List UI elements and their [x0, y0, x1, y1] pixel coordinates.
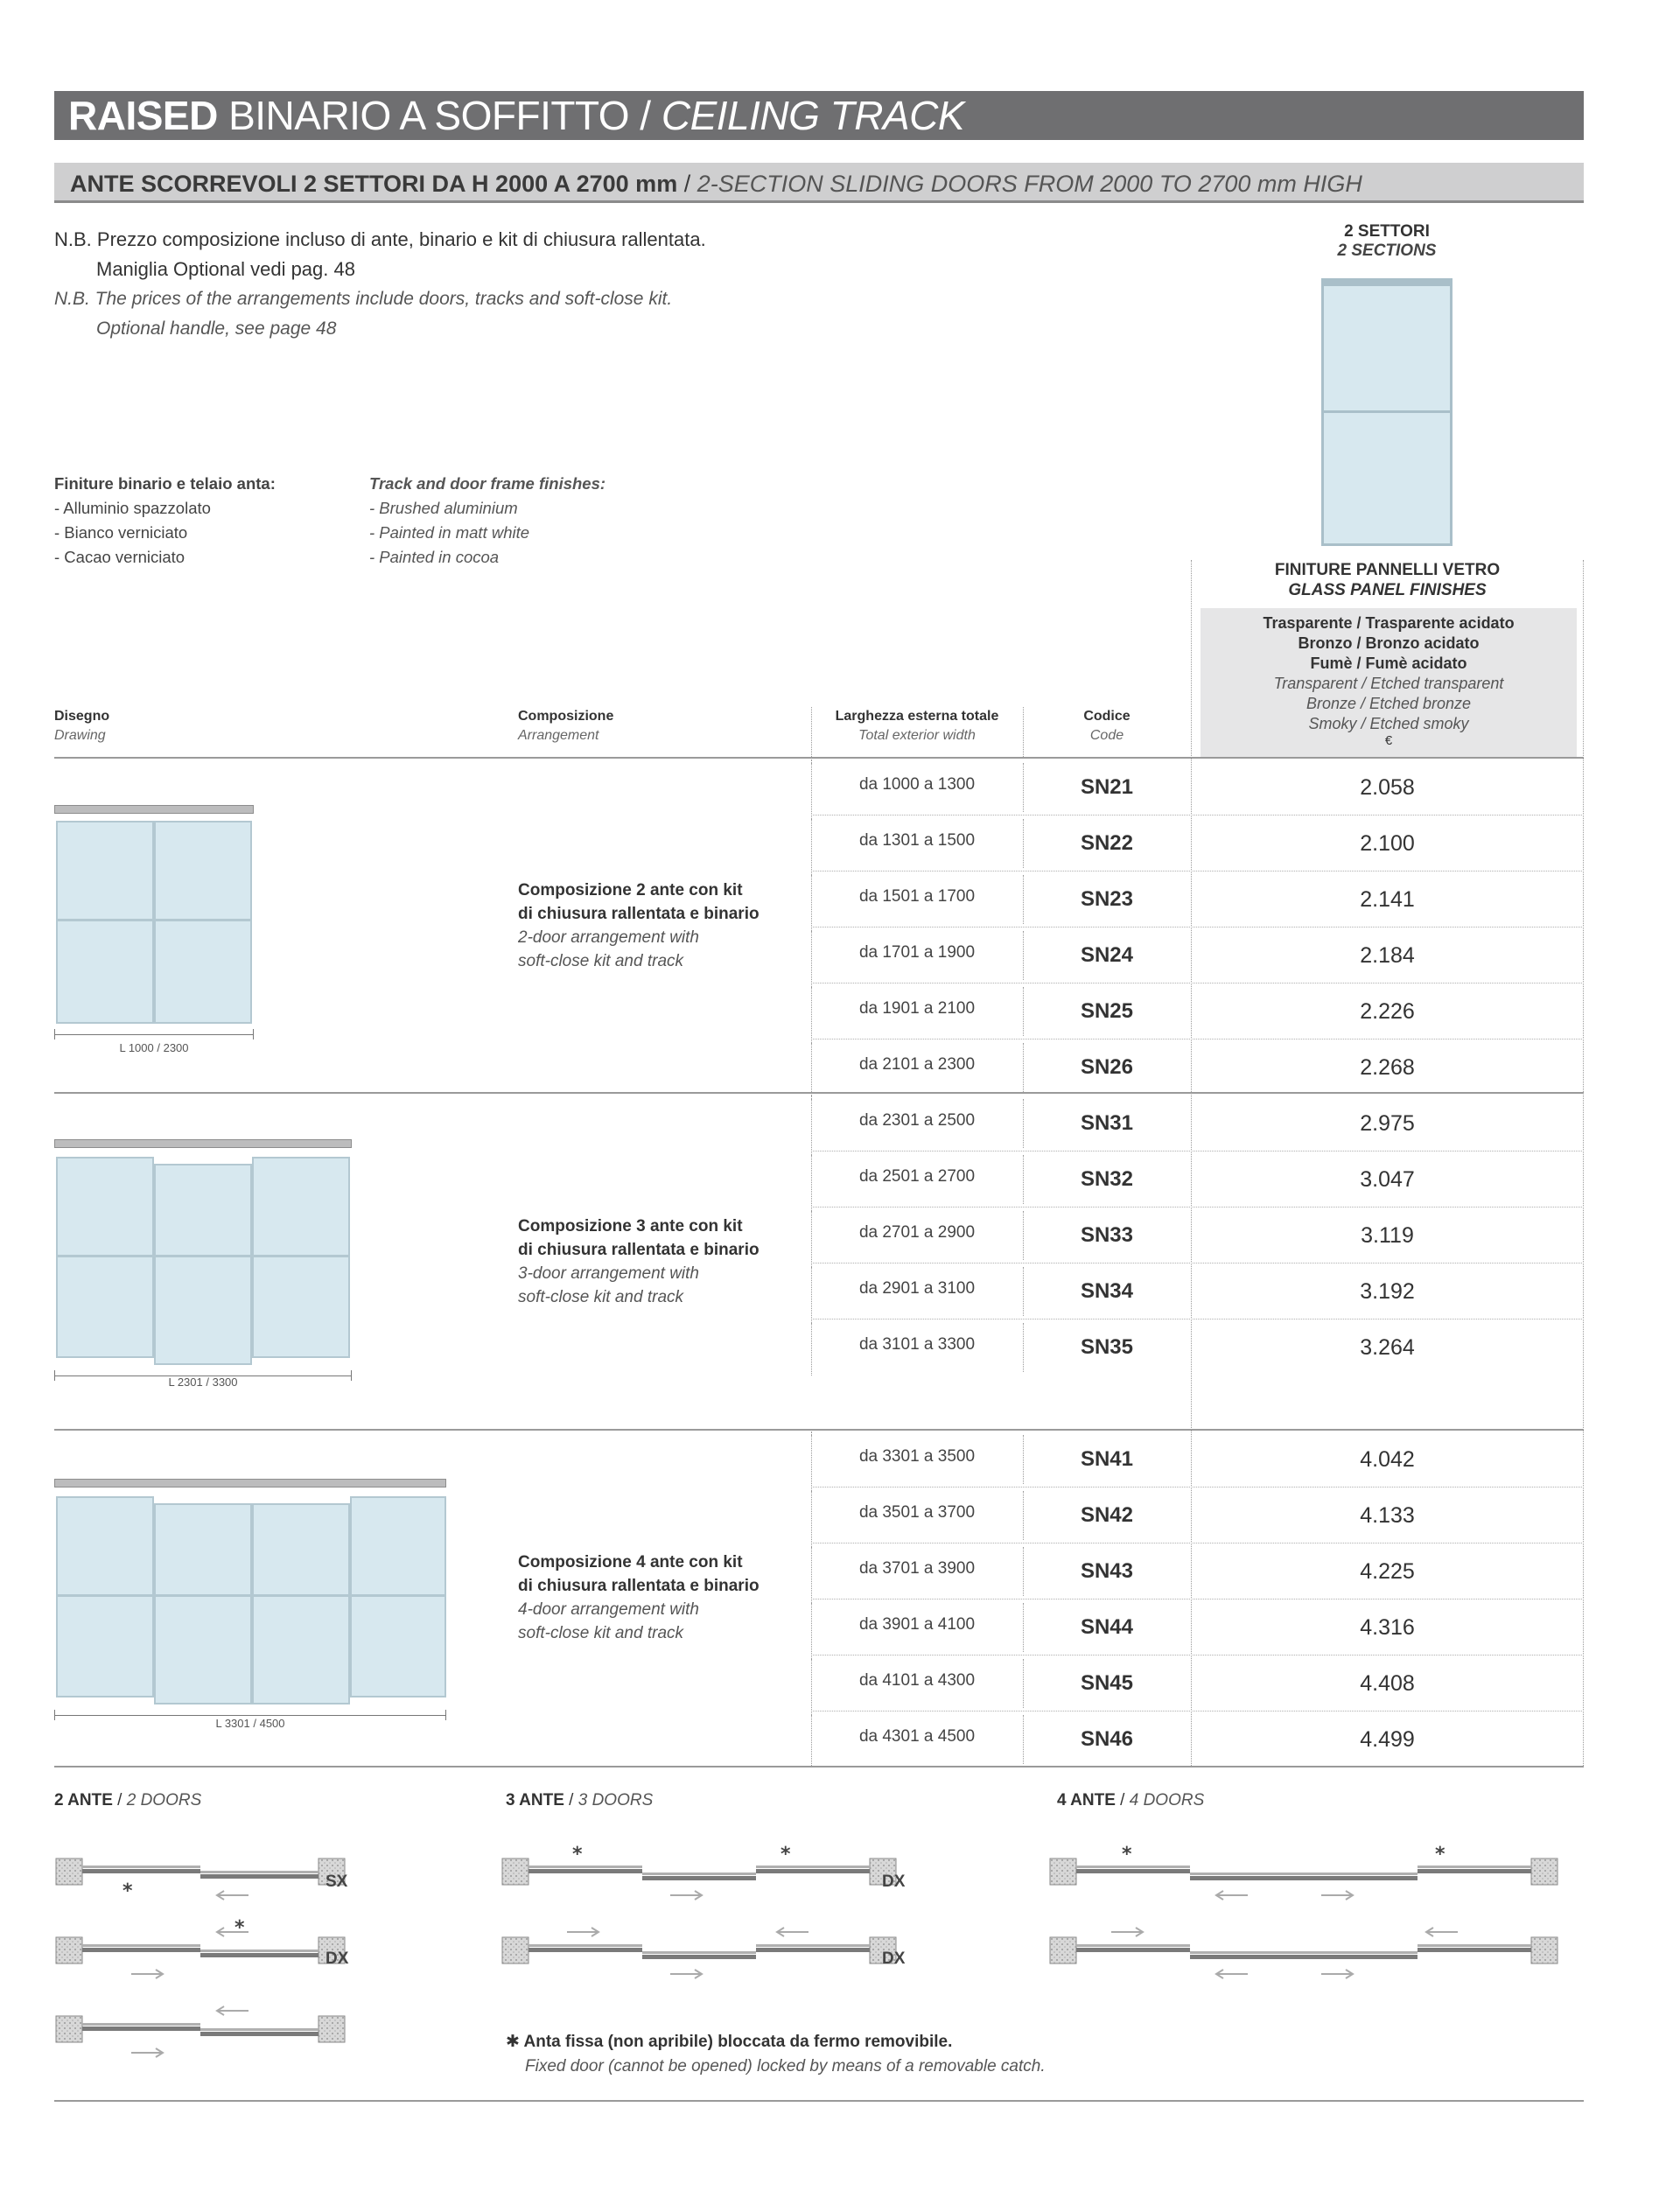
product-code: SN42 [1080, 1503, 1134, 1527]
glass-finish-line-en: Bronze / Etched bronze [1306, 695, 1472, 712]
product-code: SN25 [1080, 999, 1134, 1023]
glass-finish-line: Fumè / Fumè acidato [1310, 654, 1467, 672]
product-code: SN45 [1080, 1671, 1134, 1695]
glass-finishes-box [1200, 608, 1577, 757]
product-code: SN23 [1080, 887, 1134, 911]
product-code: SN34 [1080, 1279, 1134, 1303]
width-range: da 1901 a 2100 [858, 999, 976, 1018]
price: 2.184 [1360, 943, 1415, 968]
door-leaf [1304, 1955, 1418, 1959]
wall [1050, 1937, 1076, 1964]
price: 4.225 [1360, 1559, 1415, 1584]
asterisk-icon: * [234, 1917, 245, 1939]
label-dx: DX [326, 1950, 349, 1968]
arrangement-4-doors: Composizione 4 ante con kit di chiusura rallentata e binario 4-door arrangement with soft-close kit and track [518, 1553, 760, 1642]
price: 2.975 [1360, 1111, 1415, 1136]
legend-3-doors-title: 3 ANTE / 3 DOORS [506, 1791, 654, 1810]
finish-item: - Alluminio spazzolato [54, 499, 211, 517]
wall [502, 1858, 528, 1885]
legend-4-doors-title: 4 ANTE / 4 DOORS [1057, 1791, 1205, 1810]
door-leaf [528, 1869, 642, 1873]
door-leaf [756, 1866, 870, 1868]
product-code: SN33 [1080, 1223, 1134, 1247]
price: 3.047 [1360, 1167, 1415, 1192]
wall [56, 1937, 82, 1964]
glass-finishes-header [1191, 560, 1584, 600]
asterisk-icon: * [780, 1844, 791, 1866]
finishes-it [54, 472, 276, 570]
section-header [54, 163, 1584, 203]
price: 2.100 [1360, 831, 1415, 856]
door-leaf [1076, 1948, 1190, 1952]
nb-it-line1: N.B. Prezzo composizione incluso di ante, binario e kit di chiusura rallentata. [54, 228, 706, 250]
width-range: da 1501 a 1700 [858, 887, 976, 906]
legend-2-doors-title: 2 ANTE / 2 DOORS [54, 1791, 202, 1810]
price: 4.408 [1360, 1671, 1415, 1696]
product-code: SN22 [1080, 831, 1134, 855]
price: 4.499 [1360, 1727, 1415, 1752]
door-leaf [642, 1951, 756, 1954]
door-leaf [82, 1866, 200, 1868]
wall [502, 1937, 528, 1964]
finishes-en [369, 472, 606, 570]
price: 3.119 [1361, 1223, 1414, 1248]
drawing-4-doors [54, 1479, 446, 1724]
door-leaf [528, 1866, 642, 1868]
finishes-it-title: Finiture binario e telaio anta: [54, 474, 276, 493]
asterisk-icon: ✱ [506, 2033, 520, 2051]
nb-it-line2: Maniglia Optional vedi pag. 48 [96, 258, 355, 280]
door-leaf [756, 1948, 870, 1952]
drawing-3-doors [54, 1139, 352, 1384]
width-range: da 2301 a 2500 [858, 1111, 976, 1130]
label-sx: SX [326, 1872, 348, 1891]
section-door-illustration [1321, 278, 1452, 546]
col-arrangement: Composizione Arrangement [518, 709, 614, 743]
door-leaf [1418, 1866, 1531, 1868]
col-width: Larghezza esterna totale Total exterior width [835, 709, 999, 743]
product-code: SN26 [1080, 1055, 1134, 1079]
door-leaf [200, 2028, 318, 2031]
glass-finish-line: Trasparente / Trasparente acidato [1263, 614, 1515, 632]
label-dx: DX [882, 1872, 906, 1891]
arrangement-3-doors: Composizione 3 ante con kit di chiusura rallentata e binario 3-door arrangement with soft-close kit and track [518, 1217, 760, 1306]
dimension-label: L 3301 / 4500 [215, 1717, 285, 1730]
product-code: SN41 [1080, 1447, 1134, 1471]
door-leaf [82, 1944, 200, 1947]
nb-en-line2: Optional handle, see page 48 [96, 318, 337, 339]
product-code: SN35 [1080, 1335, 1134, 1359]
product-code: SN46 [1080, 1727, 1134, 1751]
door-leaf [1076, 1869, 1190, 1873]
glass-title: FINITURE PANNELLI VETRO [1274, 561, 1501, 579]
sections-subtitle: 2 SECTIONS [1337, 242, 1437, 260]
drawing-2-doors [54, 805, 254, 1043]
asterisk-icon: * [572, 1844, 583, 1866]
width-range: da 1000 a 1300 [858, 775, 976, 794]
finish-item: - Brushed aluminium [369, 499, 518, 517]
arrangement-2-doors: Composizione 2 ante con kit di chiusura rallentata e binario 2-door arrangement with soft-close kit and track [518, 881, 760, 970]
wall [1050, 1858, 1076, 1885]
door-leaf [82, 1948, 200, 1952]
price: 4.316 [1360, 1615, 1415, 1640]
price: 2.226 [1360, 999, 1415, 1024]
finish-item: - Cacao verniciato [54, 548, 186, 566]
wall [56, 2016, 82, 2042]
width-range: da 2701 a 2900 [858, 1223, 976, 1242]
asterisk-icon: * [122, 1880, 133, 1902]
door-leaf [82, 2026, 200, 2031]
door-leaf [200, 1871, 318, 1873]
door-leaf [528, 1948, 642, 1952]
price: 4.133 [1360, 1503, 1415, 1528]
col-code: Codice Code [1083, 709, 1130, 743]
door-leaf [1190, 1951, 1304, 1954]
price: 4.042 [1360, 1447, 1415, 1472]
width-range: da 2901 a 3100 [858, 1279, 976, 1298]
door-leaf [1190, 1872, 1304, 1875]
width-range: da 3701 a 3900 [858, 1559, 976, 1578]
door-leaf [200, 1874, 318, 1879]
width-range: da 3901 a 4100 [858, 1615, 976, 1634]
door-leaf [1304, 1876, 1418, 1880]
door-leaf [642, 1955, 756, 1959]
finish-item: - Bianco verniciato [54, 523, 188, 542]
door-leaf [1304, 1872, 1418, 1875]
door-leaf [528, 1944, 642, 1947]
col-drawing: Disegno Drawing [54, 709, 110, 743]
dimension-label: L 1000 / 2300 [119, 1041, 189, 1054]
glass-finish-line: Bronzo / Bronzo acidato [1298, 634, 1480, 652]
wall [56, 1858, 82, 1885]
glass-subtitle: GLASS PANEL FINISHES [1288, 581, 1487, 599]
door-leaf [1076, 1944, 1190, 1947]
glass-finish-line-en: Smoky / Etched smoky [1308, 715, 1469, 732]
product-code: SN32 [1080, 1167, 1134, 1191]
width-range: da 2501 a 2700 [858, 1167, 976, 1186]
door-leaf [82, 2023, 200, 2026]
price: 2.268 [1360, 1055, 1415, 1080]
sections-title: 2 SETTORI [1344, 222, 1430, 241]
asterisk-icon: * [1122, 1844, 1132, 1866]
finishes-en-title: Track and door frame finishes: [369, 474, 606, 493]
price: 2.058 [1360, 775, 1415, 800]
product-code: SN44 [1080, 1615, 1134, 1639]
width-range: da 1301 a 1500 [858, 831, 976, 850]
price: 2.141 [1360, 887, 1415, 912]
door-leaf [82, 1869, 200, 1873]
width-range: da 4101 a 4300 [858, 1671, 976, 1690]
nb-en-line1: N.B. The prices of the arrangements include doors, tracks and soft-close kit. [54, 289, 673, 309]
wall [1531, 1858, 1558, 1885]
door-leaf [1418, 1869, 1531, 1873]
wall [1531, 1937, 1558, 1964]
asterisk-icon: * [1435, 1844, 1446, 1866]
width-range: da 3101 a 3300 [858, 1335, 976, 1354]
product-code: SN31 [1080, 1111, 1134, 1135]
finish-item: - Painted in cocoa [369, 548, 500, 566]
width-range: da 4301 a 4500 [858, 1727, 976, 1746]
door-leaf [1418, 1948, 1531, 1952]
door-leaf [756, 1869, 870, 1873]
door-leaf [1076, 1866, 1190, 1868]
width-range: da 3301 a 3500 [858, 1447, 976, 1466]
dimension-label: L 2301 / 3300 [168, 1376, 238, 1389]
door-leaf [1190, 1876, 1304, 1880]
door-leaf [642, 1872, 756, 1875]
section-title: ANTE SCORREVOLI 2 SETTORI DA H 2000 A 2700 mm / 2-SECTION SLIDING DOORS FROM 2000 TO 2700 mm HIGH [70, 171, 1362, 197]
door-leaf [200, 2032, 318, 2036]
width-range: da 2101 a 2300 [858, 1055, 976, 1074]
width-range: da 3501 a 3700 [858, 1503, 976, 1522]
door-leaf [200, 1953, 318, 1957]
width-range: da 1701 a 1900 [858, 943, 976, 962]
wall [318, 2016, 345, 2042]
finish-item: - Painted in matt white [369, 523, 530, 542]
price: 3.192 [1360, 1279, 1415, 1304]
product-code: SN24 [1080, 943, 1134, 967]
footer-divider [54, 2100, 1584, 2102]
door-leaf [200, 1950, 318, 1952]
page-title: RAISED BINARIO A SOFFITTO / CEILING TRACK [68, 93, 965, 138]
glass-finish-line-en: Transparent / Etched transparent [1273, 675, 1504, 692]
product-code: SN21 [1080, 775, 1134, 799]
door-leaf [1190, 1955, 1304, 1959]
door-leaf [1418, 1944, 1531, 1947]
door-leaf [756, 1944, 870, 1947]
fixed-door-note-en: Fixed door (cannot be opened) locked by means of a removable catch. [525, 2057, 1046, 2076]
page-header [54, 91, 1584, 140]
currency-symbol: € [1384, 733, 1393, 748]
label-dx: DX [882, 1950, 906, 1968]
product-code: SN43 [1080, 1559, 1134, 1583]
door-leaf [642, 1876, 756, 1880]
door-leaf [1304, 1951, 1418, 1954]
fixed-door-note-it: ✱ Anta fissa (non apribile) bloccata da fermo removibile. [506, 2033, 953, 2051]
price: 3.264 [1360, 1335, 1415, 1360]
